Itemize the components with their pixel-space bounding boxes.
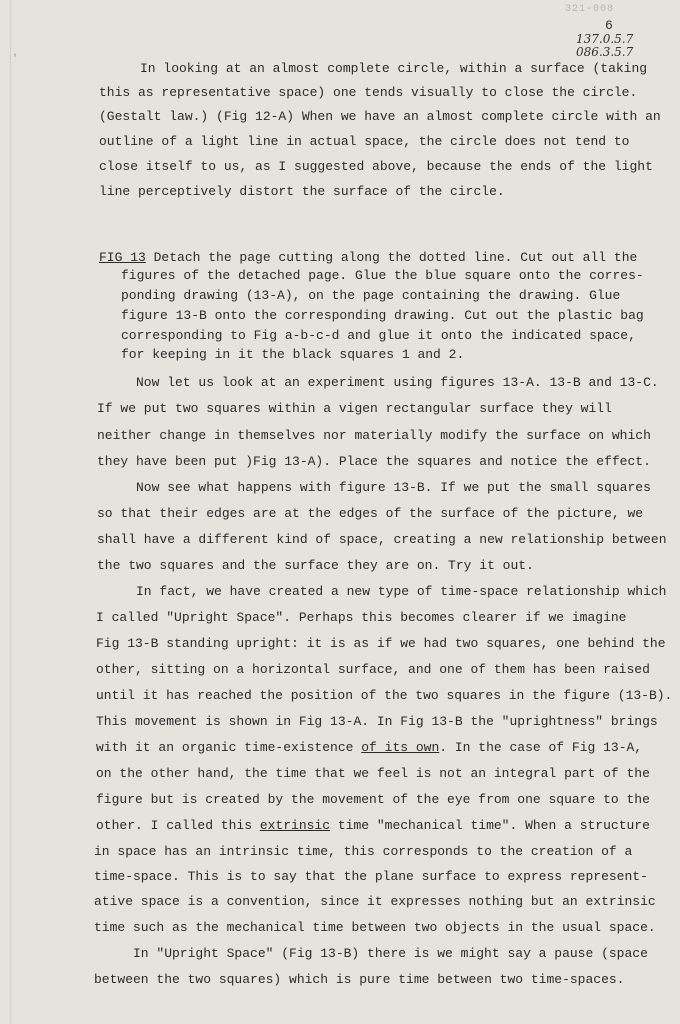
text-line: on the other hand, the time that we feel is not an integral part of the (96, 766, 650, 781)
underlined-phrase: of its own (361, 740, 440, 755)
text-line: the two squares and the surface they are on. Try it out. (97, 558, 534, 573)
text-line: close itself to us, as I suggested above, because the ends of the light (99, 159, 653, 174)
text-line: outline of a light line in actual space, the circle does not tend to (99, 134, 630, 149)
text-line: for keeping in it the black squares 1 and 2. (121, 347, 465, 362)
text-line: other. I called this extrinsic time "mechanical time". When a structure (96, 818, 650, 833)
text-line: other, sitting on a horizontal surface, and one of them has been raised (96, 662, 650, 677)
text-line: neither change in themselves nor materially modify the surface on which (97, 428, 651, 443)
text-line: in space has an intrinsic time, this corresponds to the creation of a (94, 844, 633, 859)
text-line: time-space. This is to say that the plane surface to express represent- (94, 869, 648, 884)
text-line: line perceptively distort the surface of the circle. (99, 184, 505, 199)
text-line: FIG 13 Detach the page cutting along the dotted line. Cut out all the (99, 250, 638, 265)
text-line: this as representative space) one tends visually to close the circle. (99, 85, 638, 100)
archive-ref-1: 137.0.5.7 (576, 32, 634, 46)
text-line: In looking at an almost complete circle, within a surface (taking (140, 61, 648, 76)
text-line: ponding drawing (13-A), on the page containing the drawing. Glue (121, 288, 621, 303)
text-line: shall have a different kind of space, creating a new relationship between (97, 532, 667, 547)
text-line: time such as the mechanical time between two objects in the usual space. (94, 920, 656, 935)
archive-ref-2: 086.3.5.7 (576, 45, 634, 59)
text-line: I called "Upright Space". Perhaps this becomes clearer if we imagine (96, 610, 627, 625)
text-line: between the two squares) which is pure time between two time-spaces. (94, 972, 625, 987)
text-line: figure 13-B onto the corresponding drawing. Cut out the plastic bag (121, 308, 644, 323)
margin-mark: ' (12, 54, 19, 65)
text-line: ative space is a convention, since it expresses nothing but an extrinsic (94, 894, 656, 909)
text-line: If we put two squares within a vigen rectangular surface they will (97, 401, 612, 416)
page-number: 6 (605, 18, 613, 33)
page-edge (10, 0, 11, 1024)
text-line: with it an organic time-existence of its own. In the case of Fig 13-A, (96, 740, 643, 755)
underlined-word: extrinsic (259, 818, 331, 833)
text-line: In fact, we have created a new type of time-space relationship which (136, 584, 667, 599)
text-line: This movement is shown in Fig 13-A. In Fig 13-B the "uprightness" brings (96, 714, 658, 729)
text-line: (Gestalt law.) (Fig 12-A) When we have an almost complete circle with an (99, 109, 661, 124)
text-line: figures of the detached page. Glue the blue square onto the corres- (121, 268, 644, 283)
fig-heading: FIG 13 (99, 250, 146, 265)
text-line: corresponding to Fig a-b-c-d and glue it onto the indicated space, (121, 328, 636, 343)
text-line: until it has reached the position of the two squares in the figure (13-B). (96, 688, 673, 703)
text-line: figure but is created by the movement of the eye from one square to the (96, 792, 650, 807)
text-line: Now see what happens with figure 13-B. If we put the small squares (136, 480, 651, 495)
text-line: Now let us look at an experiment using figures 13-A. 13-B and 13-C. (136, 375, 659, 390)
text-line: Fig 13-B standing upright: it is as if we had two squares, one behind the (96, 636, 666, 651)
text-line: so that their edges are at the edges of the surface of the picture, we (97, 506, 644, 521)
text-line: they have been put )Fig 13-A). Place the squares and notice the effect. (97, 454, 651, 469)
pencil-annotation: 321-008 (565, 4, 615, 15)
text-line: In "Upright Space" (Fig 13-B) there is we might say a pause (space (133, 946, 648, 961)
